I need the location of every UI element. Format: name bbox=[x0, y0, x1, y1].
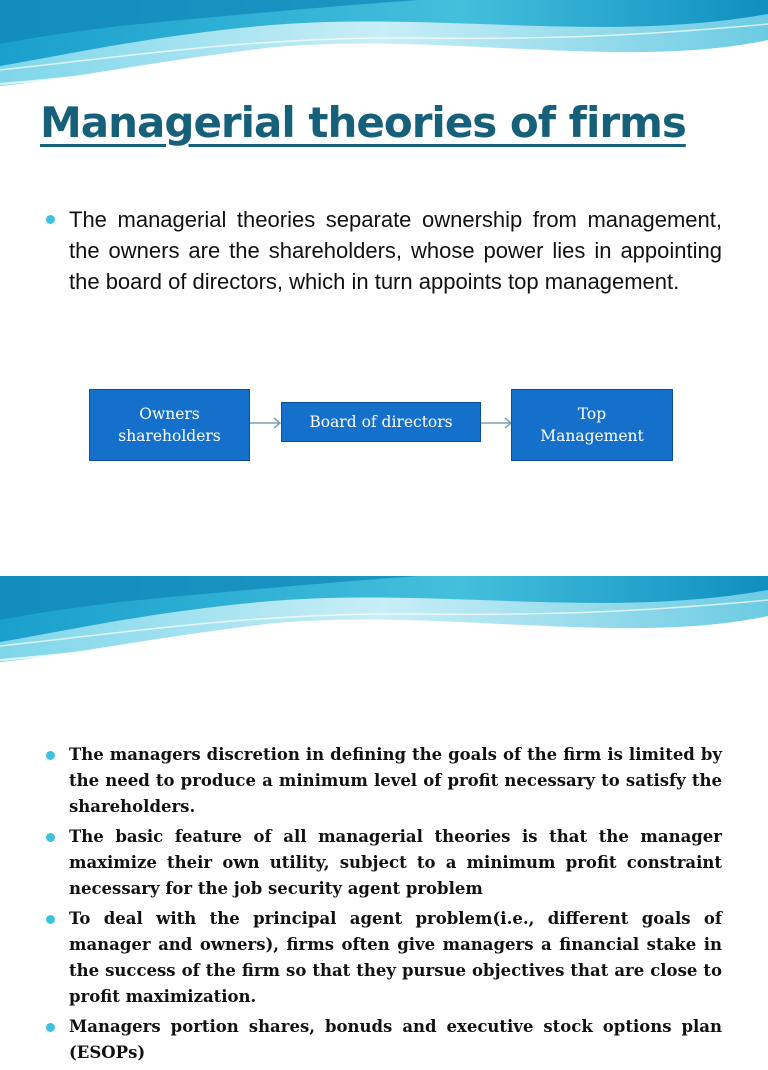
box-label: Board of directors bbox=[309, 413, 453, 431]
list-item bbox=[46, 906, 722, 1010]
bullet-list bbox=[46, 742, 722, 1070]
bullet-text: The managerial theories separate ownership from management, the owners are the shareholders, whose power lies in appointing the board of directors, which in turn appoints top management. bbox=[69, 207, 722, 294]
bullet-icon bbox=[46, 215, 55, 224]
list-item bbox=[46, 824, 722, 902]
bullet-icon bbox=[46, 915, 55, 924]
arrow-right-icon bbox=[250, 415, 282, 431]
top-management-box bbox=[511, 389, 673, 461]
box-label-line: Owners bbox=[139, 405, 200, 423]
list-item bbox=[46, 742, 722, 820]
board-of-directors-box bbox=[281, 402, 481, 442]
list-item bbox=[46, 204, 722, 297]
list-item bbox=[46, 1014, 722, 1066]
bullet-icon bbox=[46, 751, 55, 760]
box-label-line: Management bbox=[540, 427, 644, 445]
slide-2 bbox=[0, 576, 768, 1062]
bullet-text: Managers portion shares, bonuds and executive stock options plan (ESOPs) bbox=[69, 1017, 722, 1062]
slide-title: Managerial theories of firms bbox=[40, 98, 686, 147]
header-wave-decoration bbox=[0, 0, 768, 100]
bullet-text: To deal with the principal agent problem(i.e., different goals of manager and owners), firms often give managers a financial stake in the success of the firm so that they pursue objectives that are close to profit maximization. bbox=[69, 909, 722, 1006]
intro-paragraph bbox=[46, 204, 722, 297]
box-label-line: Top bbox=[577, 405, 607, 423]
box-label-line: shareholders bbox=[118, 427, 221, 445]
bullet-icon bbox=[46, 833, 55, 842]
bullet-icon bbox=[46, 1023, 55, 1032]
bullet-text: The managers discretion in defining the goals of the firm is limited by the need to produce a minimum level of profit necessary to satisfy the shareholders. bbox=[69, 745, 722, 816]
bullet-text: The basic feature of all managerial theories is that the manager maximize their own utility, subject to a minimum profit constraint necessary for the job security agent problem bbox=[69, 827, 722, 898]
header-wave-decoration bbox=[0, 576, 768, 676]
arrow-right-icon bbox=[481, 415, 513, 431]
owners-shareholders-box bbox=[89, 389, 250, 461]
